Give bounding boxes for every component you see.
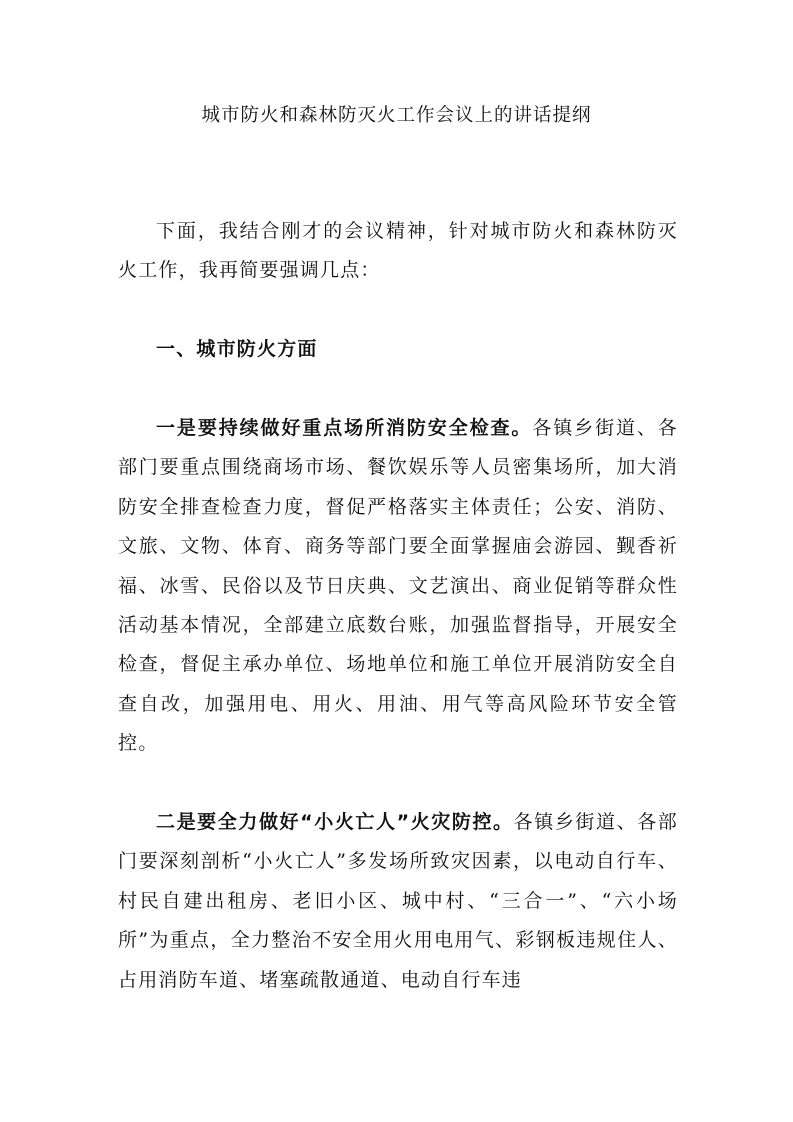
paragraph-spacer — [118, 764, 678, 803]
paragraph-spacer — [118, 370, 678, 409]
section-heading-city-fire: 一、城市防火方面 — [156, 338, 318, 361]
point-one-paragraph — [118, 409, 678, 764]
paragraph-spacer — [118, 291, 678, 330]
point-one-body: 各镇乡街道、各部门要重点围绕商场市场、餐饮娱乐等人员密集场所，加大消防安全排查检查力度，督促严格落实主体责任；公安、消防、文旅、文物、体育、商务等部门要全面掌握庙会游园、觐香祈福、冰雪、民俗以及节日庆典、文艺演出、商业促销等群众性活动基本情况，全部建立底数台账，加强监督指导，开展安全检查，督促主承办单位、场地单位和施工单位开展消防安全自查自改，加强用电、用火、用油、用气等高风险环节安全管控。 — [118, 417, 678, 755]
point-two-paragraph — [118, 803, 678, 1000]
document-title: 城市防火和森林防灭火工作会议上的讲话提纲 — [201, 105, 592, 126]
intro-paragraph: 下面，我结合刚才的会议精神，针对城市防火和森林防灭火工作，我再简要强调几点： — [118, 220, 678, 282]
point-two-body: 各镇乡街道、各部门要深刻剖析“小火亡人”多发场所致灾因素，以电动自行车、村民自建出租房、老旧小区、城中村、“三合一”、“六小场所”为重点，全力整治不安全用火用电用气、彩钢板违规住人、占用消防车道、堵塞疏散通道、电动自行车违 — [118, 811, 678, 991]
document-body — [118, 212, 678, 1000]
point-two-lead: 二是要全力做好“小火亡人”火灾防控。 — [156, 811, 514, 834]
point-one-lead: 一是要持续做好重点场所消防安全检查。 — [156, 417, 533, 439]
